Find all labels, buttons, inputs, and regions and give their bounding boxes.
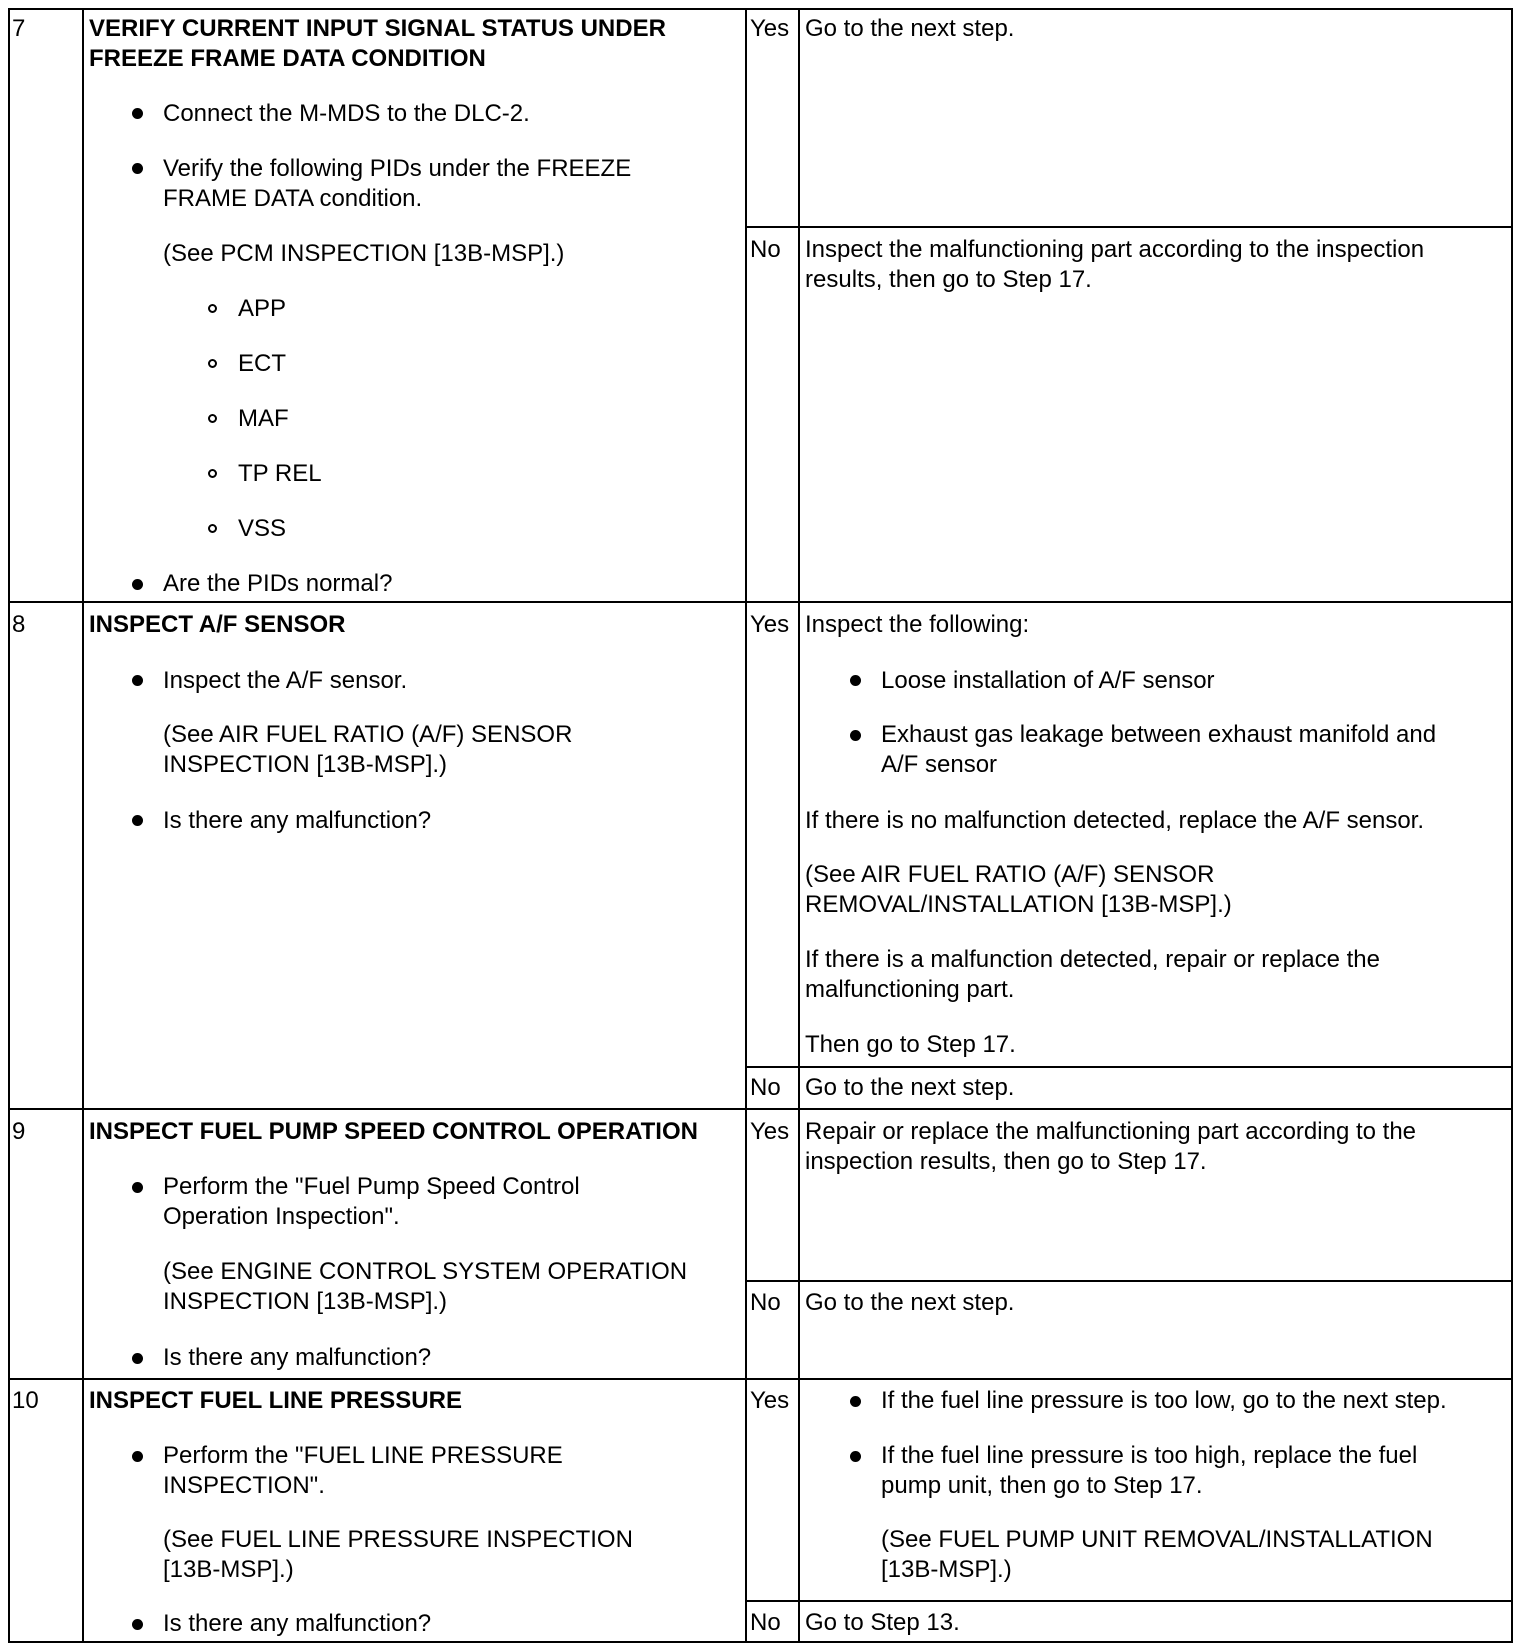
reference: (See ENGINE CONTROL SYSTEM OPERATION [163,1258,688,1285]
yes-no-divider [745,1280,1513,1282]
bullet-icon [132,815,143,826]
yes-reference: (See AIR FUEL RATIO (A/F) SENSOR [805,861,1215,888]
row-divider [8,1378,1513,1380]
pid-item: MAF [238,405,289,432]
table-border-right [1511,8,1513,1643]
yes-no-divider [745,1600,1513,1602]
bullet-icon [132,579,143,590]
instruction: INSPECTION". [163,1472,325,1499]
step-number: 7 [12,15,26,42]
yes-action: If there is a malfunction detected, repair or replace the [805,946,1380,973]
step-title: FREEZE FRAME DATA CONDITION [89,45,486,72]
pid-item: APP [238,295,287,322]
instruction: Perform the "FUEL LINE PRESSURE [163,1442,563,1469]
bullet-icon [132,108,143,119]
yes-action: Inspect the following: [805,611,1030,638]
column-divider [745,8,747,1643]
bullet-icon [132,675,143,686]
reference: INSPECTION [13B-MSP].) [163,751,448,778]
yes-no-divider [745,226,1513,228]
reference: (See FUEL LINE PRESSURE INSPECTION [163,1526,633,1553]
yes-action: Go to the next step. [805,15,1015,42]
yes-item: If the fuel line pressure is too high, replace the fuel [881,1442,1418,1469]
instruction: Inspect the A/F sensor. [163,667,408,694]
instruction: Perform the "Fuel Pump Speed Control [163,1173,580,1200]
table-border-bottom [8,1641,1513,1643]
instruction: Connect the M-MDS to the DLC-2. [163,100,530,127]
yes-action: If there is no malfunction detected, replace the A/F sensor. [805,807,1425,834]
yes-label: Yes [750,1387,790,1414]
sub-bullet-icon [208,469,217,478]
reference: [13B-MSP].) [163,1556,294,1583]
yes-no-divider [745,1066,1513,1068]
step-title: INSPECT FUEL LINE PRESSURE [89,1387,462,1414]
bullet-icon [132,1619,143,1630]
sub-bullet-icon [208,524,217,533]
reference: (See AIR FUEL RATIO (A/F) SENSOR [163,721,573,748]
bullet-icon [132,1451,143,1462]
step-title: INSPECT FUEL PUMP SPEED CONTROL OPERATION [89,1118,698,1145]
step-title: VERIFY CURRENT INPUT SIGNAL STATUS UNDER [89,15,666,42]
instruction: Verify the following PIDs under the FREEZE [163,155,632,182]
bullet-icon [850,675,861,686]
yes-item: If the fuel line pressure is too low, go to the next step. [881,1387,1447,1414]
row-divider [8,1108,1513,1110]
yes-action: inspection results, then go to Step 17. [805,1148,1207,1175]
row-divider [8,601,1513,603]
question: Is there any malfunction? [163,1344,432,1371]
no-label: No [750,236,781,263]
step-number: 9 [12,1118,26,1145]
question: Is there any malfunction? [163,1610,432,1637]
no-action: Go to Step 13. [805,1609,960,1636]
no-action: Inspect the malfunctioning part according to the inspection [805,236,1425,263]
column-divider [82,8,84,1643]
yes-action: Repair or replace the malfunctioning part according to the [805,1118,1417,1145]
reference: INSPECTION [13B-MSP].) [163,1288,448,1315]
yes-reference: [13B-MSP].) [881,1556,1012,1583]
yes-item: pump unit, then go to Step 17. [881,1472,1203,1499]
yes-action: malfunctioning part. [805,976,1015,1003]
no-label: No [750,1289,781,1316]
yes-item: A/F sensor [881,751,998,778]
sub-bullet-icon [208,304,217,313]
sub-bullet-icon [208,359,217,368]
reference: (See PCM INSPECTION [13B-MSP].) [163,240,565,267]
yes-reference: (See FUEL PUMP UNIT REMOVAL/INSTALLATION [881,1526,1433,1553]
yes-label: Yes [750,611,790,638]
instruction: Operation Inspection". [163,1203,400,1230]
no-label: No [750,1609,781,1636]
yes-action: Then go to Step 17. [805,1031,1016,1058]
yes-item: Exhaust gas leakage between exhaust manifold and [881,721,1437,748]
no-action: Go to the next step. [805,1074,1015,1101]
bullet-icon [850,1451,861,1462]
yes-label: Yes [750,15,790,42]
question: Are the PIDs normal? [163,570,393,597]
bullet-icon [850,730,861,741]
question: Is there any malfunction? [163,807,432,834]
column-divider [798,8,800,1643]
bullet-icon [132,163,143,174]
yes-label: Yes [750,1118,790,1145]
pid-item: ECT [238,350,286,377]
step-number: 8 [12,611,26,638]
pid-item: TP REL [238,460,322,487]
table-border-left [8,8,10,1643]
yes-item: Loose installation of A/F sensor [881,667,1215,694]
bullet-icon [132,1182,143,1193]
no-label: No [750,1074,781,1101]
yes-reference: REMOVAL/INSTALLATION [13B-MSP].) [805,891,1232,918]
instruction: FRAME DATA condition. [163,185,423,212]
bullet-icon [132,1353,143,1364]
no-action: results, then go to Step 17. [805,266,1092,293]
sub-bullet-icon [208,414,217,423]
step-title: INSPECT A/F SENSOR [89,611,346,638]
bullet-icon [850,1396,861,1407]
pid-item: VSS [238,515,287,542]
step-number: 10 [12,1387,39,1414]
no-action: Go to the next step. [805,1289,1015,1316]
table-border-top [8,8,1513,10]
